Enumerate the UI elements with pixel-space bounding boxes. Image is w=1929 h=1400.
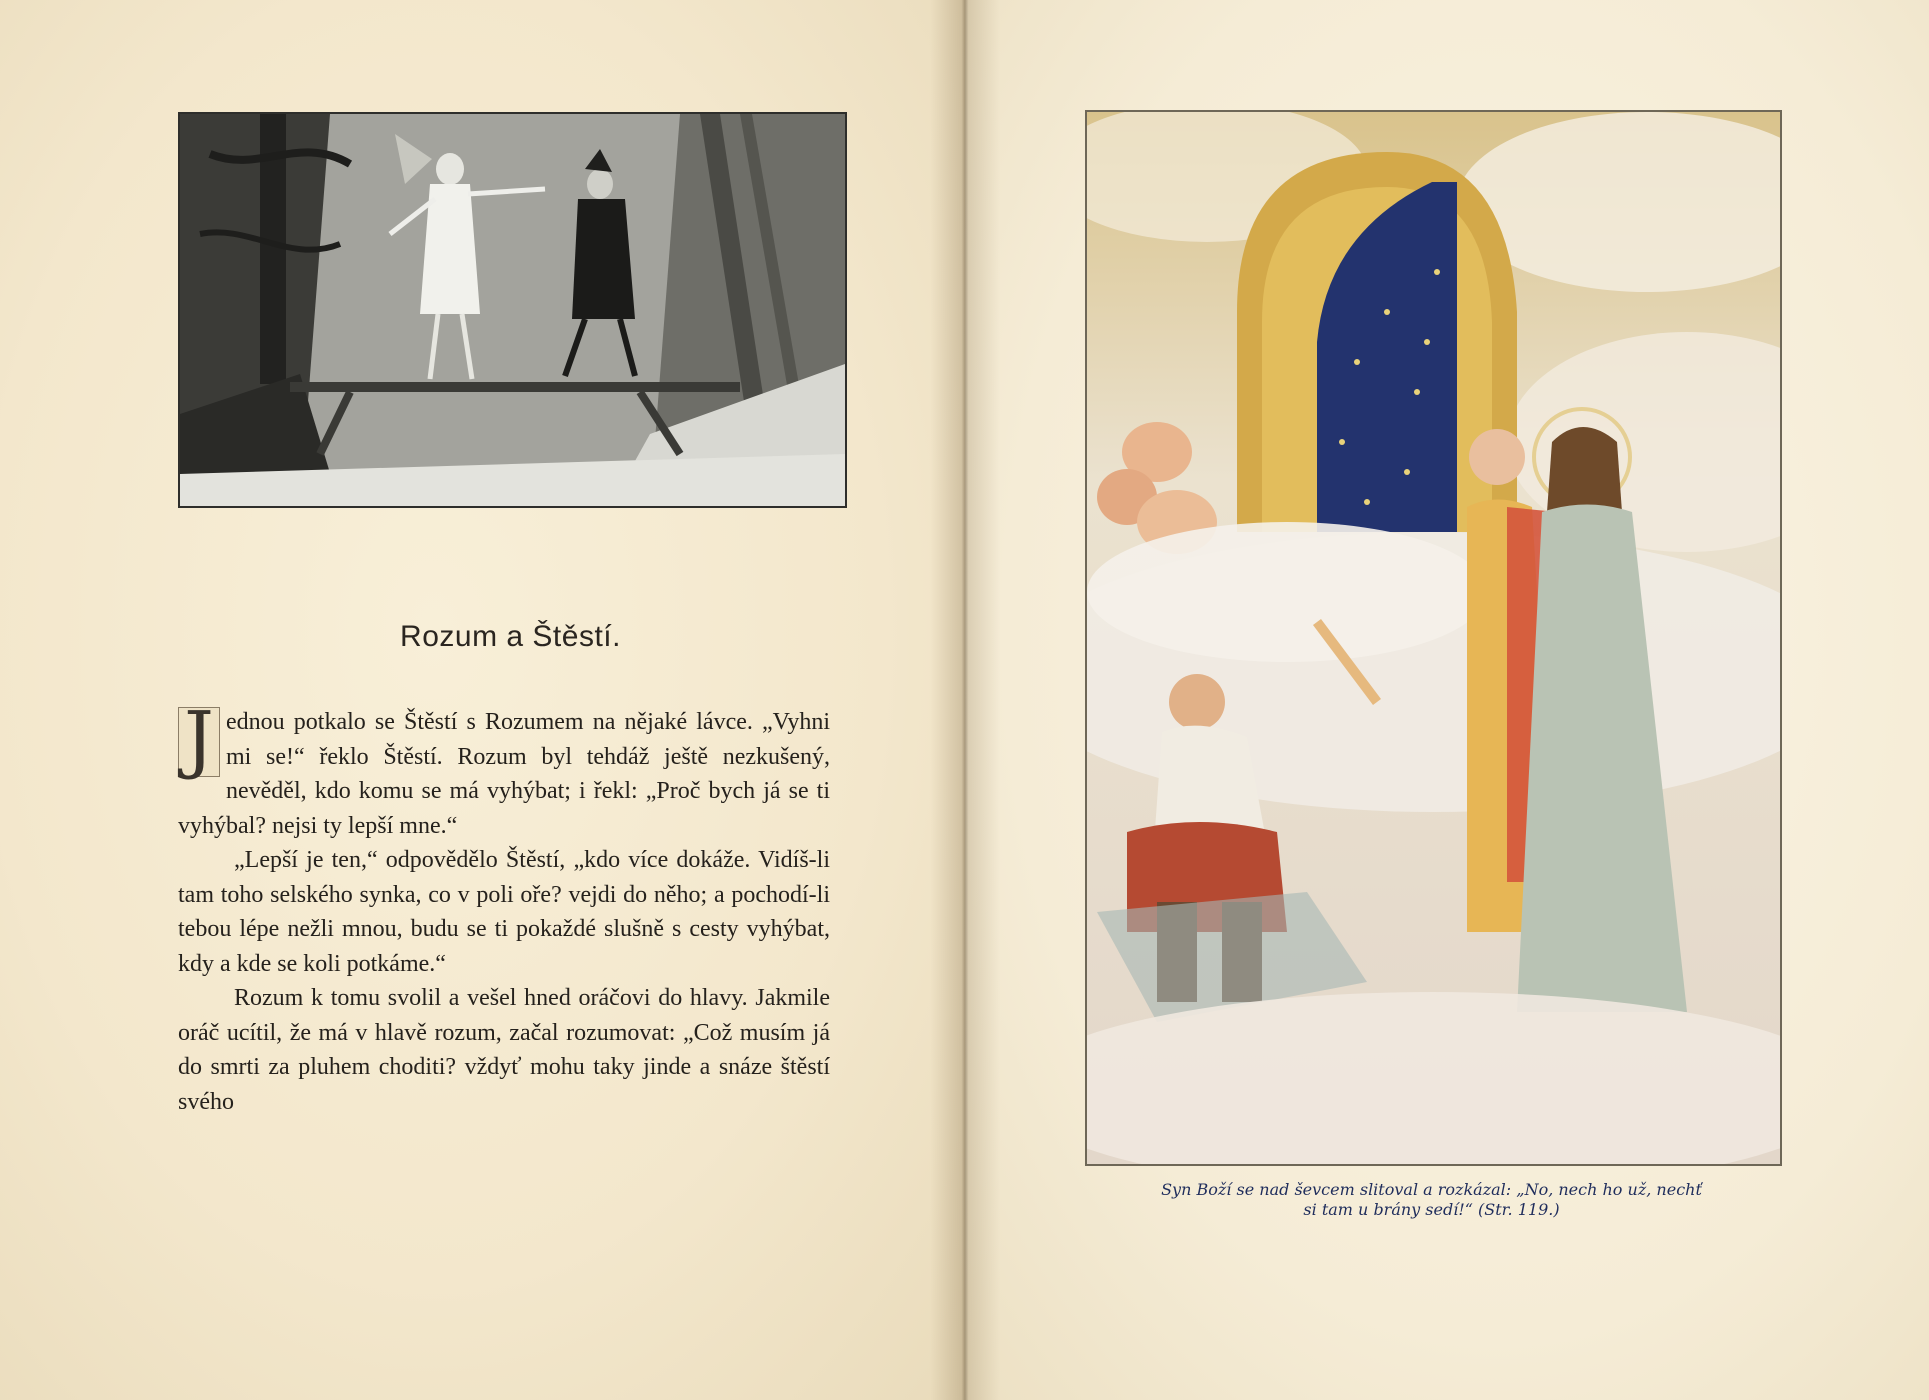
color-plate-illustration	[1085, 110, 1782, 1166]
book-gutter	[930, 0, 1000, 1400]
paragraph-3: Rozum k tomu svolil a vešel hned oráčovi do hlavy. Jakmile oráč ucítil, že má v hlavě rozum, začal rozumovat: „Což musím já do smrti za pluhem choditi? vždyť mohu taky jinde a snáze štěstí svého	[178, 985, 830, 1115]
plate-caption	[1085, 1180, 1778, 1220]
paragraph-2: „Lepší je ten,“ odpovědělo Štěstí, „kdo více dokáže. Vidíš-li tam toho selského synka, co v poli oře? vejdi do něho; a pochodí-li tebou lépe nežli mnou, budu se ti pokaždé slušně s cesty vyhýbat, kdy a kde se koli potkáme.“	[178, 847, 830, 977]
paragraph-1-text: ednou potkalo se Štěstí s Rozumem na nějaké lávce. „Vyhni mi se!“ řeklo Štěstí. Rozum byl tehdáž ještě nezkušený, nevěděl, kdo komu se má vyhýbat; i řekl: „Proč bych já se ti vyhýbal? nejsi ty lepší mne.“	[178, 709, 830, 839]
paragraph-1	[178, 696, 830, 843]
decorative-initial: J	[178, 707, 220, 777]
caption-line-1: Syn Boží se nad ševcem slitoval a rozkázal: „No, nech ho už, nechť	[1161, 1180, 1702, 1199]
caption-line-2: si tam u brány sedí!“ (Str. 119.)	[1303, 1200, 1560, 1219]
fairy-tale-illustration	[178, 112, 847, 508]
story-text	[178, 696, 830, 1119]
right-page	[965, 0, 1929, 1400]
story-title: Rozum a Štěstí.	[400, 620, 621, 653]
